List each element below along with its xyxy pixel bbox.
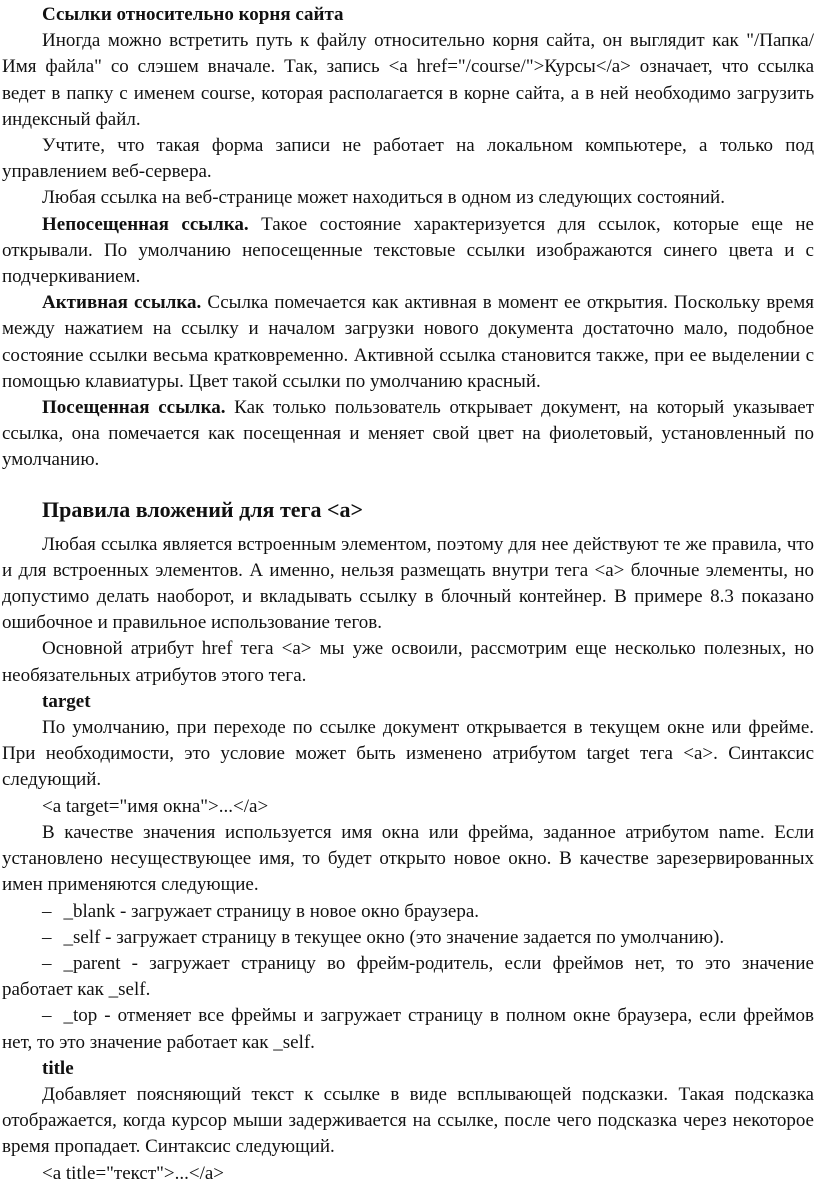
attribute-heading-title: title — [42, 1057, 74, 1079]
paragraph-link-states: Любая ссылка на веб-странице может находиться в одном из следующих состояний. — [42, 187, 725, 209]
list-item — [2, 1003, 814, 1055]
attribute-heading-target: target — [42, 690, 91, 712]
text-active-link: Ссылка помечается как активная в момент ее открытия. Поскольку время между нажатием на ссылку и началом загрузки нового документа достаточно мало, подобное состояние ссылки весьма кратковременно. Активной ссылка становится также, при ее выделении с помощью клавиатуры. Цвет такой ссылки по умолчанию красный. — [2, 292, 814, 392]
code-target-syntax: <a target="имя окна">...</a> — [42, 795, 269, 817]
paragraph-server-note: Учтите, что такая форма записи не работает на локальном компьютере, а только под управлением веб-сервера. — [2, 135, 814, 183]
code-title-syntax: <a title="текст">...</a> — [42, 1162, 225, 1184]
term-unvisited-link: Непосещенная ссылка. — [42, 213, 249, 235]
section-heading-root-links: Ссылки относительно корня сайта — [42, 4, 344, 25]
paragraph-active-link — [2, 290, 814, 395]
list-item-text: _parent - загружает страницу во фрейм-родитель, если фреймов нет, то это значение работает как _self. — [2, 952, 814, 1001]
dash-bullet: – — [42, 900, 52, 922]
paragraph-inline-element: Любая ссылка является встроенным элементом, поэтому для нее действуют те же правила, что и для встроенных элементов. А именно, нельзя размещать внутри тега <a> блочные элементы, но допустимо делать наоборот, и вкладывать ссылку в блочный контейнер. В примере 8.3 показано ошибочное и правильное использование тегов. — [2, 533, 814, 634]
paragraph-root-path: Иногда можно встретить путь к файлу относительно корня сайта, он выглядит как "/Папка/Имя файла" со слэшем вначале. Так, запись <a href="/course/">Курсы</a> означает, что ссылка ведет в папку с именем course, которая располагается в корне сайта, а в ней необходимо загрузить индексный файл. — [2, 30, 814, 130]
dash-bullet: – — [42, 1005, 52, 1027]
list-item-text: _blank - загружает страницу в новое окно браузера. — [63, 900, 480, 922]
list-item-text: _self - загружает страницу в текущее окно (это значение задается по умолчанию). — [63, 926, 725, 948]
paragraph-target-description: По умолчанию, при переходе по ссылке документ открывается в текущем окне или фрейме. При необходимости, это условие может быть изменено атрибутом target тега <a>. Синтаксис следующий. — [2, 717, 814, 791]
list-item — [2, 925, 814, 951]
paragraph-unvisited-link — [2, 212, 814, 291]
paragraph-href-attribute: Основной атрибут href тега <a> мы уже освоили, рассмотрим еще несколько полезных, но необязательных атрибутов этого тега. — [2, 638, 814, 686]
paragraph-visited-link — [2, 395, 814, 474]
paragraph-title-description: Добавляет поясняющий текст к ссылке в виде всплывающей подсказки. Такая подсказка отображается, когда курсор мыши задерживается на ссылке, после чего подсказка через некоторое время пропадает. Синтаксис следующий. — [2, 1083, 814, 1158]
term-visited-link: Посещенная ссылка. — [42, 397, 226, 419]
dash-bullet: – — [42, 952, 52, 974]
list-item — [2, 899, 814, 925]
paragraph-target-values: В качестве значения используется имя окна или фрейма, заданное атрибутом name. Если установлено несуществующее имя, то будет открыто новое окно. В качестве зарезервированных имен применяются следующие. — [2, 821, 814, 896]
text-unvisited-link: Такое состояние характеризуется для ссылок, которые еще не открывали. По умолчанию непосещенные текстовые ссылки изображаются синего цвета и с подчеркиванием. — [2, 213, 814, 288]
dash-bullet: – — [42, 926, 52, 948]
term-active-link: Активная ссылка. — [42, 292, 202, 314]
section-heading-nesting-rules: Правила вложений для тега <a> — [42, 496, 364, 522]
list-item-text: _top - отменяет все фреймы и загружает страницу в полном окне браузера, если фреймов нет, то это значение работает как _self. — [2, 1005, 814, 1053]
list-item — [2, 951, 814, 1003]
text-visited-link: Как только пользователь открывает документ, на который указывает ссылка, она помечается как посещенная и меняет свой цвет на фиолетовый, установленный по умолчанию. — [2, 397, 814, 471]
